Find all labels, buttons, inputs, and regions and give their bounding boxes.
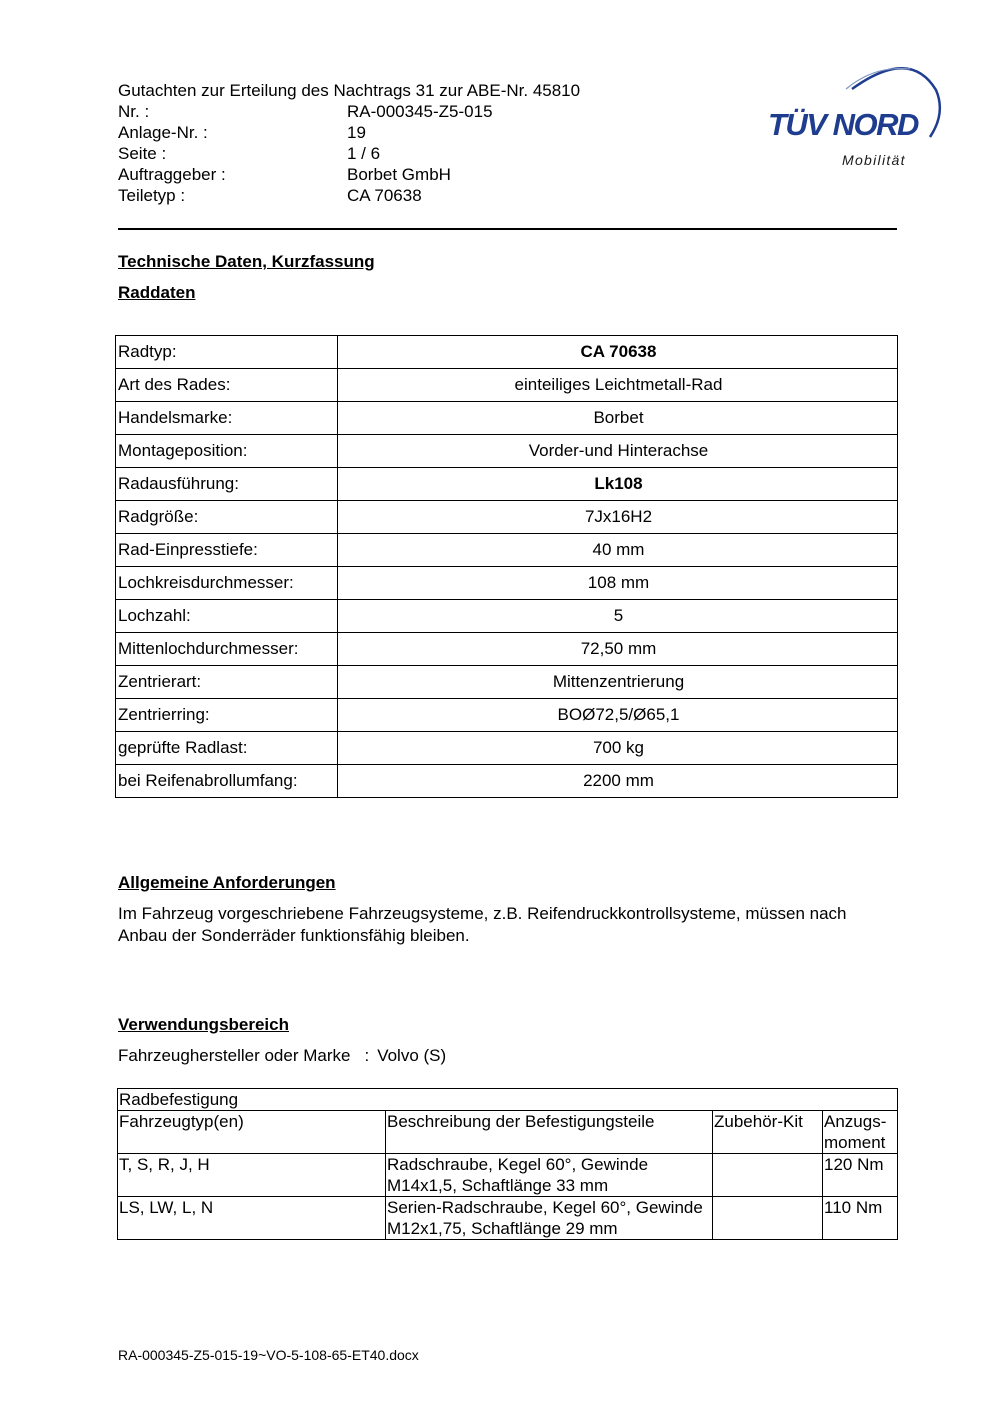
accessory-kit (713, 1197, 823, 1240)
spec-value: Mittenzentrierung (338, 666, 898, 699)
spec-value: BOØ72,5/Ø65,1 (338, 699, 898, 732)
column-header: Zubehör-Kit (713, 1111, 823, 1154)
accessory-kit (713, 1154, 823, 1197)
spec-value: einteiliges Leichtmetall-Rad (338, 369, 898, 402)
table-row (116, 402, 898, 435)
header-label: Nr. : (118, 102, 150, 121)
tightening-torque: 110 Nm (823, 1197, 898, 1240)
column-header: Anzugs-moment (823, 1111, 898, 1154)
spec-label: Radtyp: (116, 336, 338, 369)
section-title-technical: Technische Daten, Kurzfassung (118, 252, 375, 271)
tightening-torque: 120 Nm (823, 1154, 898, 1197)
table-row (118, 1154, 898, 1197)
spec-label: Art des Rades: (116, 369, 338, 402)
table-row (116, 468, 898, 501)
header-row-teiletyp (118, 185, 580, 206)
spec-value: Lk108 (338, 468, 898, 501)
header-label: Auftraggeber : (118, 165, 226, 184)
header-label: Seite : (118, 144, 167, 163)
document-header (118, 80, 580, 206)
table-row (116, 435, 898, 468)
header-value: Borbet GmbH (347, 165, 451, 184)
spec-value: 40 mm (338, 534, 898, 567)
header-row-nr (118, 101, 580, 122)
spec-label: geprüfte Radlast: (116, 732, 338, 765)
spec-label: Lochzahl: (116, 600, 338, 633)
vehicle-types: LS, LW, L, N (118, 1197, 386, 1240)
column-header: Fahrzeugtyp(en) (118, 1111, 386, 1154)
table-row (116, 732, 898, 765)
maker-label: Fahrzeughersteller oder Marke (118, 1046, 351, 1065)
header-row-auftraggeber (118, 164, 580, 185)
table-row (116, 369, 898, 402)
header-value: 1 / 6 (347, 144, 381, 163)
header-label: Teiletyp : (118, 186, 186, 205)
footer-filename: RA-000345-Z5-015-19~VO-5-108-65-ET40.docx (118, 1347, 419, 1363)
section-title-raddaten: Raddaten (118, 283, 196, 302)
spec-value: Vorder-und Hinterachse (338, 435, 898, 468)
vehicle-types: T, S, R, J, H (118, 1154, 386, 1197)
maker-value: Volvo (S) (377, 1046, 447, 1065)
spec-label: Zentrierart: (116, 666, 338, 699)
header-label: Anlage-Nr. : (118, 123, 208, 142)
spec-value: 2200 mm (338, 765, 898, 798)
radbefestigung-table (117, 1088, 898, 1240)
spec-label: bei Reifenabrollumfang: (116, 765, 338, 798)
general-requirements-text: Im Fahrzeug vorgeschriebene Fahrzeugsysteme, z.B. Reifendruckkontrollsysteme, müssen nach Anbau der Sonderräder funktionsfähig bleiben. (118, 904, 847, 945)
header-value: CA 70638 (347, 186, 422, 205)
table-row (116, 534, 898, 567)
table-title-row (118, 1089, 898, 1111)
spec-value: 7Jx16H2 (338, 501, 898, 534)
header-value: RA-000345-Z5-015 (347, 102, 493, 121)
spec-label: Lochkreisdurchmesser: (116, 567, 338, 600)
fastening-description: Radschraube, Kegel 60°, Gewinde M14x1,5, Schaftlänge 33 mm (386, 1154, 713, 1197)
spec-label: Zentrierring: (116, 699, 338, 732)
spec-label: Rad-Einpresstiefe: (116, 534, 338, 567)
spec-label: Montageposition: (116, 435, 338, 468)
spec-value: 700 kg (338, 732, 898, 765)
header-value: 19 (347, 123, 366, 142)
table-header-row (118, 1111, 898, 1154)
table-row (116, 501, 898, 534)
header-row-anlage (118, 122, 580, 143)
table-row (118, 1197, 898, 1240)
spec-value: 72,50 mm (338, 633, 898, 666)
column-header: Beschreibung der Befestigungsteile (386, 1111, 713, 1154)
spec-label: Radgröße: (116, 501, 338, 534)
raddaten-table (115, 335, 898, 798)
maker-colon: : (364, 1046, 370, 1065)
table-row (116, 600, 898, 633)
spec-label: Radausführung: (116, 468, 338, 501)
section-title-usage: Verwendungsbereich (118, 1015, 289, 1034)
vehicle-maker-line (118, 1046, 446, 1066)
table-row (116, 633, 898, 666)
table-row (116, 666, 898, 699)
spec-value: 5 (338, 600, 898, 633)
table-row (116, 336, 898, 369)
tuv-nord-logo (760, 55, 945, 175)
header-row-seite (118, 143, 580, 164)
spec-label: Mittenlochdurchmesser: (116, 633, 338, 666)
table-row (116, 765, 898, 798)
spec-value: CA 70638 (338, 336, 898, 369)
spec-label: Handelsmarke: (116, 402, 338, 435)
spec-value: Borbet (338, 402, 898, 435)
document-title: Gutachten zur Erteilung des Nachtrags 31 zur ABE-Nr. 45810 (118, 81, 581, 100)
section-title-general: Allgemeine Anforderungen (118, 873, 336, 892)
logo-brand: TÜV NORD (768, 107, 918, 142)
header-divider (118, 228, 897, 230)
spec-value: 108 mm (338, 567, 898, 600)
logo-sub: Mobilität (842, 152, 906, 168)
fastening-description: Serien-Radschraube, Kegel 60°, Gewinde M12x1,75, Schaftlänge 29 mm (386, 1197, 713, 1240)
table-row (116, 567, 898, 600)
table-title: Radbefestigung (118, 1089, 898, 1111)
table-row (116, 699, 898, 732)
